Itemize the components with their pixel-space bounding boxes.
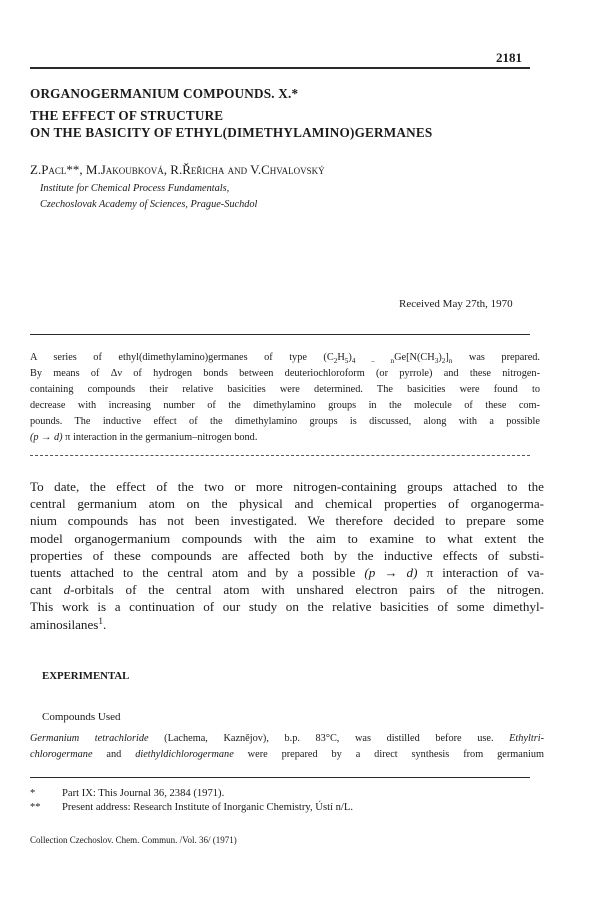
intro-line: aminosilanes$^1$.: [30, 615, 107, 632]
abstract-line: pounds. The inductive effect of the dimethylamino groups is discussed, along with a possible: [30, 416, 540, 427]
intro-line: To date, the effect of the two or more nitrogen-containing groups attached to the: [30, 479, 544, 494]
compounds-paragraph: [30, 731, 544, 763]
intro-line: model organogermanium compounds with the aim to examine to what extent the: [30, 530, 544, 546]
compounds-line: Germanium tetrachloride (Lachema, Kaznějov), b.p. 83°C, was distilled before use. Ethyltri-: [30, 733, 544, 744]
abstract-line: decrease with increasing number of the dimethylamino groups in the molecule of these com-: [30, 400, 540, 411]
abstract: [30, 350, 540, 446]
received-date: Received May 27th, 1970: [399, 298, 513, 310]
compounds-line: chlorogermane and diethyldichlorogermane were prepared by a direct synthesis from germanium: [30, 749, 545, 760]
article-title-line-3: ON THE BASICITY OF ETHYL(DIMETHYLAMINO)GERMANES: [30, 125, 433, 140]
footnote-2: ** Present address: Research Institute of Inorganic Chemistry, Ústí n/L.: [30, 802, 353, 813]
abstract-top-rule: [30, 334, 530, 335]
author-list: Z.Pacl**, M.Jakoubková, R.Řeřicha and V.Chvalovský: [30, 162, 325, 177]
intro-line: cant d-orbitals of the central atom with unshared electron pairs of the nitrogen.: [30, 582, 544, 598]
intro-line: This work is a continuation of our study on the relative basicities of some dimethyl-: [30, 599, 544, 615]
article-title-line-1: ORGANOGERMANIUM COMPOUNDS. X.*: [30, 86, 299, 101]
footnote-1: * Part IX: This Journal 36, 2384 (1971).: [30, 788, 225, 799]
intro-line: tuents attached to the central atom and by a possible (p → d) π interaction of va-: [30, 565, 544, 581]
subsection-heading: Compounds Used: [42, 711, 121, 723]
abstract-line: A series of ethyl(dimethylamino)germanes of type $(C_2H_5)_{4 - n}Ge[N(CH_3)_2]_n$ was prepared.: [30, 352, 541, 365]
header-rule: [30, 67, 530, 69]
abstract-line: containing compounds their relative basicities were determined. The basicities were found to: [30, 384, 540, 395]
journal-footer: Collection Czechoslov. Chem. Commun. /Vol. 36/ (1971): [30, 835, 237, 845]
intro-line: properties of these compounds are affected both by the inductive effects of substi-: [30, 547, 544, 563]
abstract-bottom-rule: [30, 455, 530, 456]
footnote-rule: [30, 777, 530, 778]
affiliation-line-1: Institute for Chemical Process Fundamentals,: [40, 183, 230, 194]
introduction-paragraph: [30, 478, 544, 633]
section-heading-experimental: EXPERIMENTAL: [42, 670, 130, 682]
abstract-line: By means of Δν of hydrogen bonds between deuteriochloroform (or pyrrole) and these nitrogen-: [30, 368, 540, 379]
page-number: 2181: [496, 50, 522, 65]
affiliation-line-2: Czechoslovak Academy of Sciences, Prague-Suchdol: [40, 199, 258, 210]
abstract-line: (p → d) π interaction in the germanium–nitrogen bond.: [30, 432, 258, 443]
article-title-line-2: THE EFFECT OF STRUCTURE: [30, 108, 224, 123]
intro-line: central germanium atom on the physical and chemical properties of organogerma-: [30, 496, 544, 512]
intro-line: nium compounds has not been investigated. We therefore decided to prepare some: [30, 513, 544, 529]
